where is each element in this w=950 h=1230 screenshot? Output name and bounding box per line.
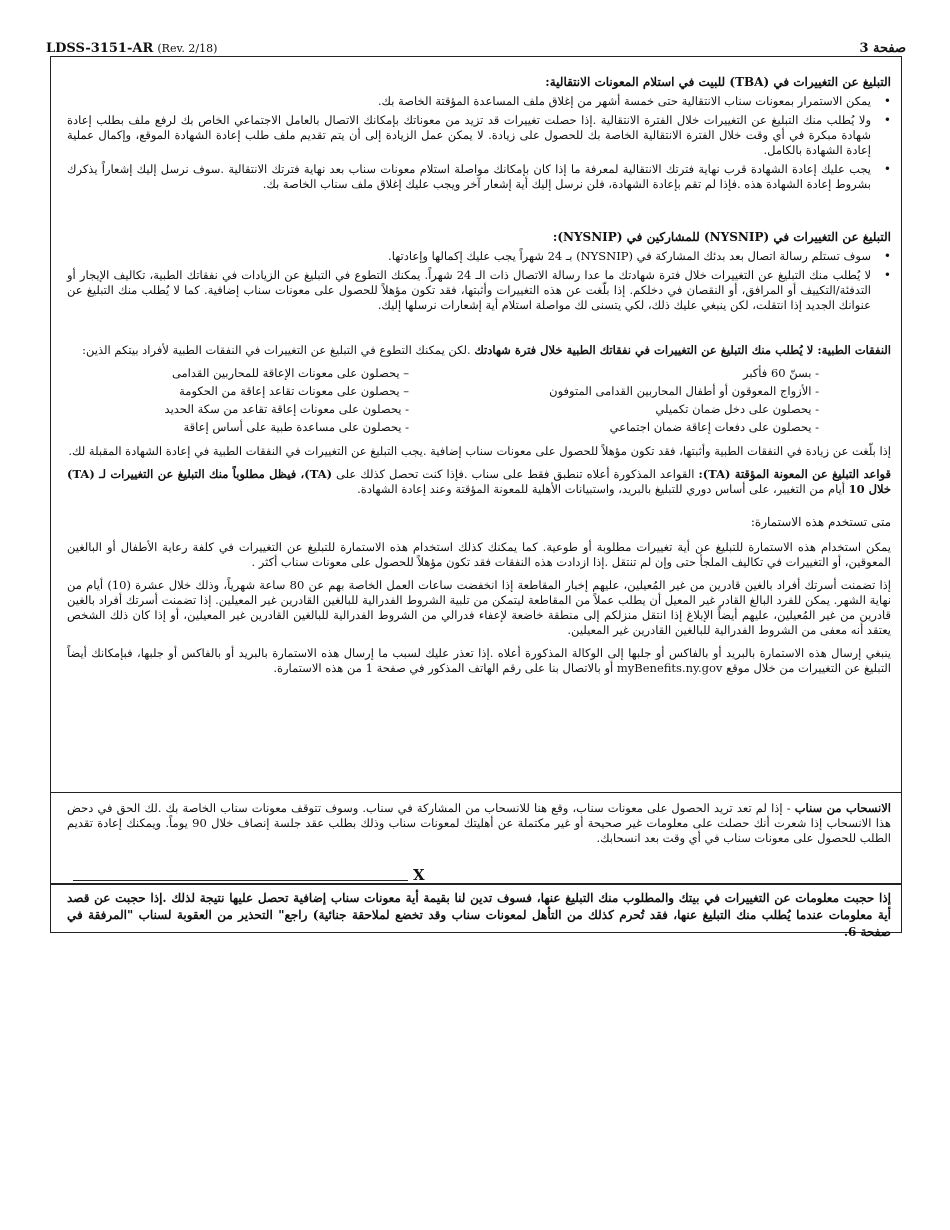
form-id: LDSS-3151-AR: [46, 41, 154, 56]
when-to-use-title: متى تستخدم هذه الاستمارة:: [750, 515, 891, 529]
tba-bullet: • ولا يُطلب منك التبليغ عن التغييرات خلال الفترة الانتقالية .إذا حصلت تغييرات قد تزيد من معوناتك بإمكانك الاتصال بالعامل الاجتماعي الخاص بك لرفع ملف بطلب إعادة شهادة مبكرة في أي وقت خلال الفترة الانتقالية الخاصة بك للحصول على زيادة. لا يمكن عمل الزيادة إلى أن يتم تقديم ملف طلب إعادة الشهادة الموقع، وإكمال عملية إعادة الشهادة بالكامل.: [67, 113, 871, 158]
page-number-label: صفحة 3: [859, 41, 906, 56]
tba-bullet-list: [67, 94, 891, 192]
form-content: [67, 75, 891, 684]
medical-eligibility-item: - بسنّ 60 فأكبر: [742, 366, 819, 380]
form-revision: (Rev. 2/18): [157, 42, 218, 55]
medical-right-column: [489, 366, 891, 438]
medical-eligibility-item: - يحصلون على معونات إعاقة تقاعد من سكة الحديد: [164, 402, 409, 416]
medical-note: إذا بلّغت عن زيادة في النفقات الطبية وأثبتها، فقد تكون مؤهلاً للحصول على معونات سناب إضافية .يجب التبليغ عن التغييرات في النفقات الطبية في إعادة الشهادة المقبلة لك.: [68, 444, 891, 458]
medical-title: النفقات الطبية: لا يُطلب منك التبليغ عن التغييرات في نفقاتك الطبية خلال فترة شهادتك: [474, 343, 891, 357]
penalty-warning-box: [51, 883, 901, 939]
nysnip-bullet: • لا يُطلب منك التبليغ عن التغييرات خلال فترة شهادتك ما عدا رسالة الاتصال ذات الـ 24 شهراً. يمكنك التطوع في التبليغ عن الزيادات في نفقاتك الطبية، تكاليف الإيجار أو التدفئة/التكييف أو المرافق، أو النقصان في دخلكم. إذا بلّغت عن هذه التغييرات وأثبتها، فقد تكون مؤهلاً للحصول على معونات سناب إضافية. كما لا يُطلب منك التبليغ عن عنوانك الجديد إذا انتقلت، لكن ينبغي عليك ذلك، لكي يتسنى لك مواصلة استلام أية إشعارات نرسلها إليك.: [67, 268, 871, 313]
signature-x-mark: X: [413, 866, 425, 884]
medical-eligibility-item: - يحصلون على مساعدة طبية على أساس إعاقة: [183, 420, 409, 434]
page-header: [46, 36, 906, 56]
nysnip-bullet-list: [67, 249, 891, 313]
withdrawal-paragraph: [67, 801, 891, 846]
medical-eligibility-item: - الأزواج المعوقون أو أطفال المحاربين القدامى المتوفون: [549, 384, 819, 398]
when-to-use-paragraph: ينبغي إرسال هذه الاستمارة بالبريد أو بالفاكس أو جلبها إلى الوكالة المذكورة أعلاه .إذا تعذر عليك لسبب ما إرسال هذه الاستمارة بالبريد أو بالفاكس أو جلبها، فبإمكانك أيضاً التبليغ عن التغييرات من خلال موقع myBenefits.ny.gov أو بالاتصال بنا على رقم الهاتف المذكور في صفحة 1 من هذه الاستمارة.: [67, 646, 891, 675]
signature-line[interactable]: [73, 880, 408, 881]
medical-left-column: [67, 366, 469, 438]
withdrawal-text: - إذا لم تعد تريد الحصول على معونات سناب، وقع هنا للانسحاب من المشاركة في سناب. وسوف تتوقف معونات سناب الخاصة بك .لك الحق في دحض هذا الانسحاب إذا شعرت أنك حصلت على معلومات غير صحيحة أو غير مكتملة عن أهليتك لمعونات سناب وذلك بطلب عقد جلسة إنصاف خلال 90 يوماً. ويمكنك إعادة تقديم الطلب للحصول على معونات سناب في أي وقت بعد انسحابك.: [67, 801, 891, 845]
ta-rules-text: القواعد المذكورة أعلاه تنطبق فقط على سناب .فإذا كنت تحصل كذلك على: [336, 467, 695, 481]
medical-eligibility-item: – يحصلون على معونات تقاعد إعاقة من الحكومة: [179, 384, 409, 398]
nysnip-section-title: التبليغ عن التغييرات في (NYSNIP) للمشاركين في (NYSNIP):: [552, 230, 891, 244]
tba-bullet: • يجب عليك إعادة الشهادة قرب نهاية فترتك الانتقالية لمعرفة ما إذا كان بإمكانك مواصلة استلام معونات سناب بعد نهاية فترتك الانتقالية .سوف نرسل إليك إشعاراً يذكرك بشروط إعادة الشهادة هذه .فإذا لم تقم بإعادة الشهادة، فلن نرسل إليك أية إشعار آخر ويجب عليك إغلاق ملف سناب الخاصة بك.: [67, 162, 871, 192]
medical-intro: [67, 343, 891, 358]
medical-eligibility-item: - يحصلون على دخل ضمان تكميلي: [655, 402, 819, 416]
withdrawal-section: [51, 792, 901, 884]
tba-section-title: التبليغ عن التغييرات في (TBA) للبيت في استلام المعونات الانتقالية:: [545, 75, 891, 89]
withdrawal-title: الانسحاب من سناب: [794, 801, 892, 815]
form-id-block: [46, 41, 217, 56]
when-to-use-paragraph: يمكن استخدام هذه الاستمارة للتبليغ عن أية تغييرات مطلوبة أو طوعية. كما يمكنك كذلك استخدام هذه الاستمارة للتبليغ عن التغييرات في كلفة رعاية الأطفال أو البالغين المعوقين، أو التغييرات في تكاليف الملجأ حتى وإن لم تنتقل .إذا ازدادت هذه النفقات فقد تكون مؤهلاً للحصول على معونات سناب أكثر .: [67, 540, 891, 569]
ta-rules-bold-text: (TA)، فيظل مطلوباً منك التبليغ عن التغييرات لـ (TA) خلال 10: [67, 467, 891, 496]
medical-eligibility-item: - يحصلون على دفعات إعاقة ضمان اجتماعي: [609, 420, 819, 434]
ta-rules-title: قواعد التبليغ عن المعونة المؤقتة (TA):: [698, 467, 891, 481]
penalty-warning-text: إذا حجبت معلومات عن التغييرات في بيتك والمطلوب منك التبليغ عنها، فسوف تدين لنا بقيمة أية معونات سناب إضافية تحصل عليها نتيجة لذلك .إذا حجبت عن قصد أية معلومات عندما يُطلب منك التبليغ عنها، فقد تُحرم كذلك من التأهل لمعونات سناب وقد تخضع لملاحقة جنائية) راجع" التحذير من العقوبة لسناب "المرفقة في صفحة 6.: [67, 891, 891, 939]
ta-rules-paragraph: [67, 467, 891, 497]
medical-title-rest: .لكن يمكنك التطوع في التبليغ عن التغييرات في النفقات الطبية لأفراد بيتكم الذين:: [82, 343, 471, 357]
form-frame: [50, 56, 902, 939]
when-to-use-paragraph: إذا تضمنت أسرتك أفراد بالغين قادرين من غير المُعيلين، عليهم إخبار المقاطعة إذا انخفضت ساعات العمل الخاصة بهم عن 80 ساعة شهرياً، وذلك خلال عشرة (10) أيام من نهاية الشهر. يمكن للفرد البالغ القادر غير المعيل أن يطلب عملاً من المقاطعة ليتمكن من تلبية الشروط الفدرالية للبالغين القادرين غير المعيلين. إذا تضمنت أسرتك أفراد بالغين قادرين من غير المُعيلين، عليهم أيضاً الإبلاغ إذا انتقل منزلكم إلى منطقة خاضعة لإعفاء فدرالي من الشروط الفدرالية للبالغين القادرين غير المعيلين، أو إذا كان ذلك الشخص يعتقد أنه معفى من الشروط الفدرالية للبالغين القادرين غير المعيلين.: [67, 578, 892, 637]
medical-eligibility-item: – يحصلون على معونات الإعاقة للمحاربين القدامى: [171, 366, 409, 380]
medical-eligibility-grid: [67, 366, 891, 438]
tba-bullet: • يمكن الاستمرار بمعونات سناب الانتقالية حتى خمسة أشهر من إغلاق ملف المساعدة المؤقتة الخاصة بك.: [67, 94, 871, 109]
ta-rules-text-end: أيام من التغيير، على أساس دوري للتبليغ بالبريد، واستبيانات الأهلية للمعونة المؤقتة وعند إعادة الشهادة.: [357, 482, 845, 496]
nysnip-bullet: • سوف تستلم رسالة اتصال بعد بدئك المشاركة في (NYSNIP) بـ 24 شهراً يجب عليك إكمالها وإعادتها.: [67, 249, 871, 264]
